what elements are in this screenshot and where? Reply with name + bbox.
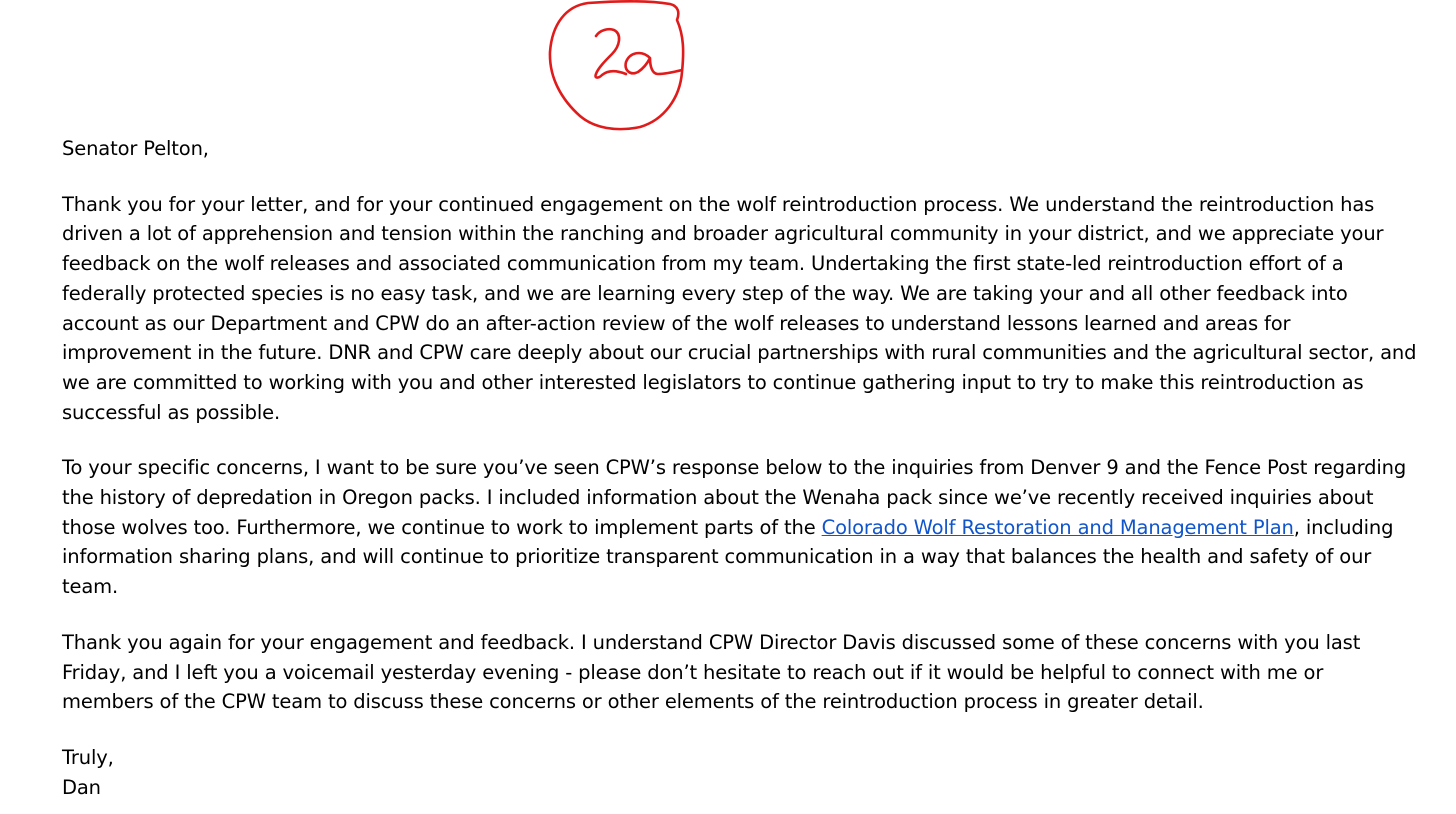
salutation: Senator Pelton, [62,137,209,160]
handwritten-initials-drawing [546,0,691,134]
paragraph-2-text-before-link: To your specific concerns, I want to be sure you’ve seen CPW’s response below to the inquiries from Denver 9 and the Fence Post regarding the history of depredation in Oregon packs. I included information about the Wenaha pack since we’ve recently received inquiries about those wolves too. Furthermore, we continue to work to implement parts of the [62,456,1407,539]
paragraph-2 [62,453,1418,602]
paragraph-3: Thank you again for your engagement and feedback. I understand CPW Director Davis discussed some of these concerns with you last Friday, and I left you a voicemail yesterday evening - please don’t hesitate to reach out if it would be helpful to connect with me or members of the CPW team to discuss these concerns or other elements of the reintroduction process in greater detail. [62,630,1361,714]
closing: Truly, [62,745,114,769]
paragraph-1: Thank you for your letter, and for your continued engagement on the wolf reintroduction process. We understand the reintroduction has driven a lot of apprehension and tension within the ranching and broader agricultural community in your district, and we appreciate your feedback on the wolf releases and associated communication from my team. Undertaking the first state-led reintroduction effort of a federally protected species is no easy task, and we are learning every step of the way. We are taking your and all other feedback into account as our Department and CPW do an after-action review of the wolf releases to understand lessons learned and areas for improvement in the future. DNR and CPW care deeply about our crucial partnerships with rural communities and the agricultural sector, and we are committed to working with you and other interested legislators to continue gathering input to try to make this reintroduction as successful as possible. [62,192,1417,424]
handwritten-initials-stamp [546,0,691,134]
signature: Dan [62,775,101,799]
paragraph-2-text-after-link: , including information sharing plans, and will continue to prioritize transparent communication in a way that balances the health and safety of our team. [62,515,1394,599]
wolf-plan-link[interactable]: Colorado Wolf Restoration and Management Plan [821,515,1294,539]
letter-body [62,134,1418,802]
